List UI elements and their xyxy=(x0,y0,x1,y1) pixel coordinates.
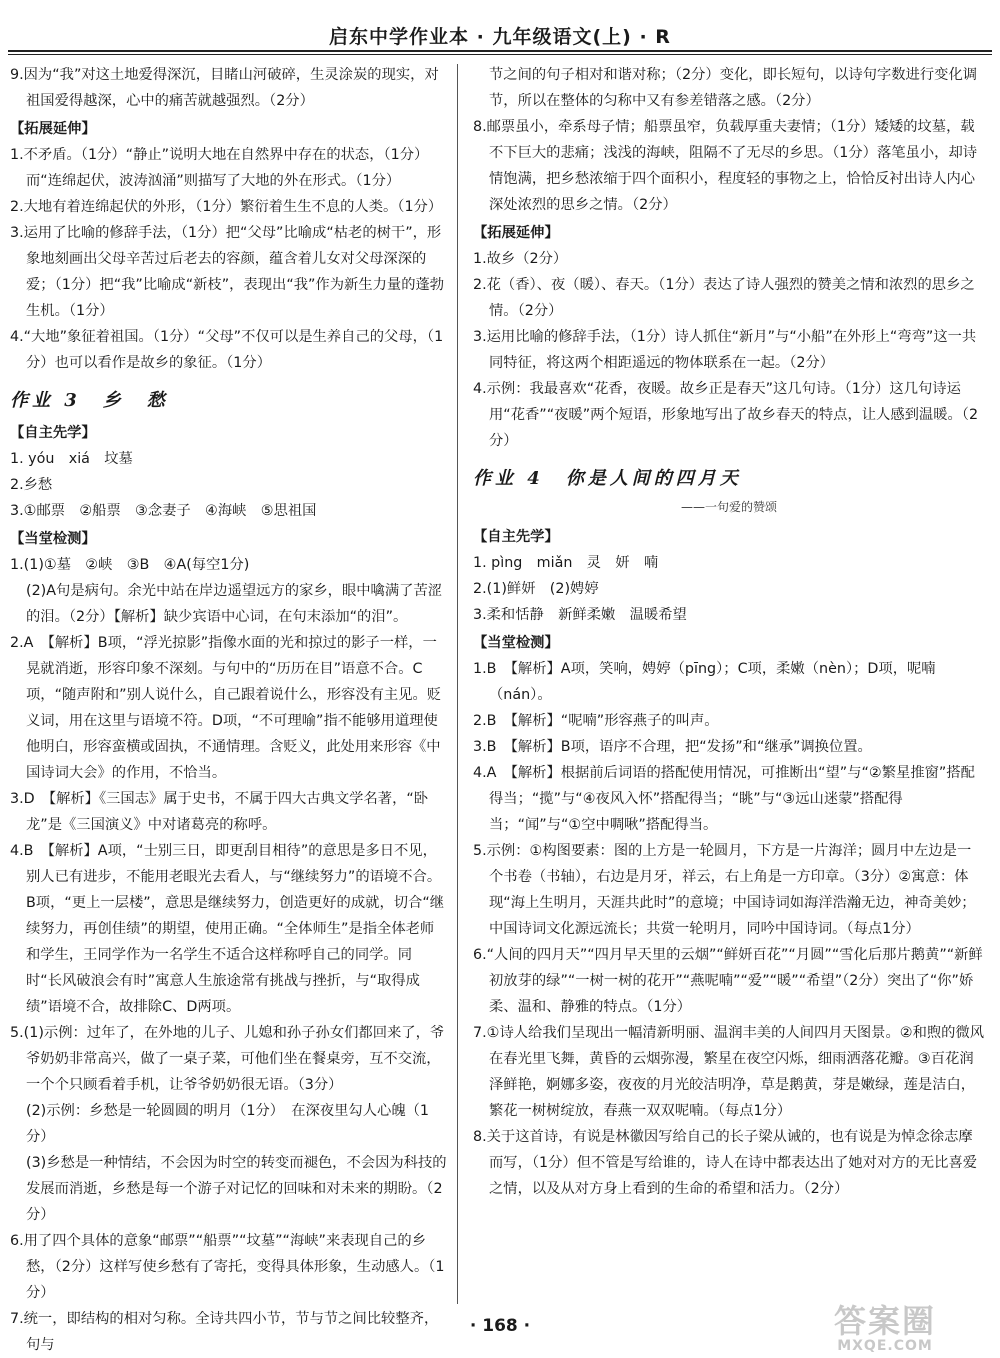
answer-item: 4.“大地”象征着祖国。（1分）“父母”不仅可以是生养自己的父母，（1分）也可以看作是故乡的象征。（1分） xyxy=(10,329,444,371)
answer-item: 3.D 【解析】《三国志》属于史书，不属于四大古典文学名著，“卧龙”是《三国演义》中对诸葛亮的称呼。 xyxy=(10,791,429,833)
answer-item: 5.(1)示例：过年了，在外地的儿子、儿媳和孙子孙女们都回来了，爷爷奶奶非常高兴，做了一桌子菜，可他们坐在餐桌旁，互不交流，一个个只顾看着手机，让爷爷奶奶很无语。（3分） xyxy=(10,1025,445,1093)
answer-item: 7.①诗人给我们呈现出一幅清新明丽、温润丰美的人间四月天图景。②和煦的微风在春光里飞舞，黄昏的云烟弥漫，繁星在夜空闪烁，细雨洒落花瓣。③百花润泽鲜艳，婀娜多姿，夜夜的月光皎洁明净，草是鹅黄，芽是嫩绿，莲是洁白，繁花一树树绽放，春燕一双双呢喃。（每点1分） xyxy=(473,1025,985,1119)
answer-item: 3.运用比喻的修辞手法，（1分）诗人抓住“新月”与“小船”在外形上“弯弯”这一共同特征，将这两个相距遥远的物体联系在一起。（2分） xyxy=(473,329,977,371)
answer-item: 8.邮票虽小，牵系母子情；船票虽窄，负载厚重夫妻情；（1分）矮矮的坟墓，载不下巨大的悲痛；浅浅的海峡，阻隔不了无尽的乡思。（1分）落笔虽小，却诗情饱满，把乡愁浓缩于四个面积小，程度轻的事物之上，恰恰反衬出诗人内心深处浓烈的思乡之情。（2分） xyxy=(473,119,978,213)
answer-item: (2)A句是病句。余光中站在岸边遥望远方的家乡，眼中噙满了苦涩的泪。（2分）【解析】缺少宾语中心词，在句末添加“的泪”。 xyxy=(26,583,443,625)
section-heading: 【拓展延伸】 xyxy=(10,121,96,137)
left-column xyxy=(10,62,447,1358)
watermark-logo: 答案圈 xyxy=(833,1302,936,1340)
answer-item: 2.B 【解析】“呢喃”形容燕子的叫声。 xyxy=(473,713,719,729)
answer-item: 3.B 【解析】B项，语序不合理，把“发扬”和“继承”调换位置。 xyxy=(473,739,872,755)
answer-item: 1.不矛盾。（1分）“静止”说明大地在自然界中存在的状态，（1分）而“连绵起伏，波涛汹涌”则描写了大地的外在形式。（1分） xyxy=(10,147,429,189)
watermark-url: MXQE.COM xyxy=(837,1338,933,1354)
answer-item: 1.故乡（2分） xyxy=(473,251,568,267)
answer-item: 8.关于这首诗，有说是林徽因写给自己的长子梁从诫的，也有说是为悼念徐志摩而写，（1分）但不管是写给谁的，诗人在诗中都表达出了她对对方的无比喜爱之情，以及从对方身上看到的生命的希望和活力。（2分） xyxy=(473,1129,978,1197)
section-heading: 【当堂检测】 xyxy=(10,531,96,547)
answer-item: 7.统一，即结构的相对匀称。全诗共四小节，节与节之间比较整齐，句与 xyxy=(10,1311,439,1353)
answer-item: 6.用了四个具体的意象“邮票”“船票”“坟墓”“海峡”来表现自己的乡愁，（2分）这样写使乡愁有了寄托，变得具体形象，生动感人。（1分） xyxy=(10,1233,445,1301)
answer-item: 4.示例：我最喜欢“花香，夜暖。故乡正是春天”这几句诗。（1分）这几句诗运用“花香”“夜暖”两个短语，形象地写出了故乡春天的特点，让人感到温暖。（2分） xyxy=(473,381,979,449)
answer-item: 6.“人间的四月天”“四月早天里的云烟”“鲜妍百花”“月圆”“雪化后那片鹅黄”“新鲜初放芽的绿”“一树一树的花开”“燕呢喃”“爱”“暖”“希望”（2分）突出了“你”娇柔、温和、静雅的特点。（1分） xyxy=(473,947,983,1015)
answer-item: 2.A 【解析】B项，“浮光掠影”指像水面的光和掠过的影子一样，一晃就消逝，形容印象不深刻。与句中的“历历在目”语意不合。C项，“随声附和”别人说什么，自己跟着说什么，形容没有主见。贬义词，用在这里与语境不符。D项，“不可理喻”指不能够用道理使他明白，形容蛮横或固执，不通情理。含贬义，此处用来形容《中国诗词大会》的作用，不恰当。 xyxy=(10,635,442,781)
answer-item: 9.因为“我”对这土地爱得深沉，目睹山河破碎，生灵涂炭的现实，对祖国爱得越深，心中的痛苦就越强烈。（2分） xyxy=(10,67,439,109)
answer-item: 2.(1)鲜妍 (2)娉婷 xyxy=(473,581,599,597)
section-heading: 【拓展延伸】 xyxy=(473,225,559,241)
right-column xyxy=(473,62,985,1202)
answer-item: 5.示例：①构图要素：图的上方是一轮圆月，下方是一片海洋；圆月中左边是一个书卷（书轴），右边是月牙，祥云，右上角是一方印章。（3分）②寓意：体现“海上生明月，天涯共此时”的意境；中国诗词如海洋浩瀚无边，神奇美妙；中国诗词文化源远流长；共赏一轮明月，同吟中国诗词。（每点1分） xyxy=(473,843,976,937)
column-divider xyxy=(457,64,458,1304)
section-heading: 【当堂检测】 xyxy=(473,635,559,651)
answer-item: 2.乡愁 xyxy=(10,477,53,493)
section-heading: 【自主先学】 xyxy=(10,425,96,441)
answer-item: 1.B 【解析】A项，笑响，娉婷（pīng）；C项，柔嫩（nèn）；D项，呢喃（nán）。 xyxy=(473,661,936,703)
answer-item: 2.大地有着连绵起伏的外形，（1分）繁衍着生生不息的人类。（1分） xyxy=(10,199,443,215)
answer-item: (2)示例：乡愁是一轮圆圆的明月（1分） 在深夜里勾人心魄（1分） xyxy=(26,1103,430,1145)
answer-item: 1. yóu xiá 坟墓 xyxy=(10,451,133,467)
page-header xyxy=(0,0,1000,58)
answer-item: 4.B 【解析】A项，“士别三日，即更刮目相待”的意思是多日不见，别人已有进步，不能用老眼光去看人，与“继续努力”的语境不合。B项，“更上一层楼”，意思是继续努力，创造更好的成就，切合“继续努力，再创佳绩”的期望，使用正确。“全体师生”是指全体老师和学生，王同学作为一名学生不适合这样称呼自己的同学。同时“长风破浪会有时”寓意人生旅途常有挑战与挫折，与“取得成绩”语境不合，故排除C、D两项。 xyxy=(10,843,445,1015)
answer-item: 4.A 【解析】根据前后词语的搭配使用情况，可推断出“望”与“②繁星推窗”搭配得当；“揽”与“④夜风入怀”搭配得当；“眺”与“③远山迷蒙”搭配得当；“闻”与“①空中啁啾”搭配得当。 xyxy=(473,765,975,833)
section-heading: 【自主先学】 xyxy=(473,529,559,545)
answer-item: 3.运用了比喻的修辞手法，（1分）把“父母”比喻成“枯老的树干”，形象地刻画出父母辛苦过后老去的容颜，蕴含着儿女对父母深深的爱；（1分）把“我”比喻成“新枝”，表现出“我”作为新生力量的蓬勃生机。（1分） xyxy=(10,225,445,319)
header-rule xyxy=(8,50,992,52)
homework-subtitle: ——一句爱的赞颂 xyxy=(680,500,777,514)
answer-item: 1. pìng miǎn 灵 妍 喃 xyxy=(473,555,659,571)
homework-title: 作业 4 你是人间的四月天 xyxy=(473,468,742,489)
answer-item: 节之间的句子相对和谐对称；（2分）变化，即长短句，以诗句字数进行变化调节，所以在整体的匀称中又有参差错落之感。（2分） xyxy=(489,67,978,109)
answer-item: (3)乡愁是一种情结，不会因为时空的转变而褪色，不会因为科技的发展而消逝，乡愁是每一个游子对记忆的回味和对未来的期盼。（2分） xyxy=(26,1155,447,1223)
watermark xyxy=(790,1296,980,1354)
answer-item: 3.①邮票 ②船票 ③念妻子 ④海峡 ⑤思祖国 xyxy=(10,503,317,519)
answer-item: 3.柔和恬静 新鲜柔嫩 温暖希望 xyxy=(473,607,687,623)
header-rule-thin xyxy=(8,54,992,55)
answer-item: 1.(1)①墓 ②峡 ③B ④A(每空1分) xyxy=(10,557,250,573)
homework-title: 作业 3 乡 愁 xyxy=(10,390,169,411)
header-title: 启东中学作业本 · 九年级语文(上) · R xyxy=(329,26,671,48)
answer-item: 2.花（香）、夜（暖）、春天。（1分）表达了诗人强烈的赞美之情和浓烈的思乡之情。（2分） xyxy=(473,277,975,319)
page-number: · 168 · xyxy=(469,1316,531,1336)
